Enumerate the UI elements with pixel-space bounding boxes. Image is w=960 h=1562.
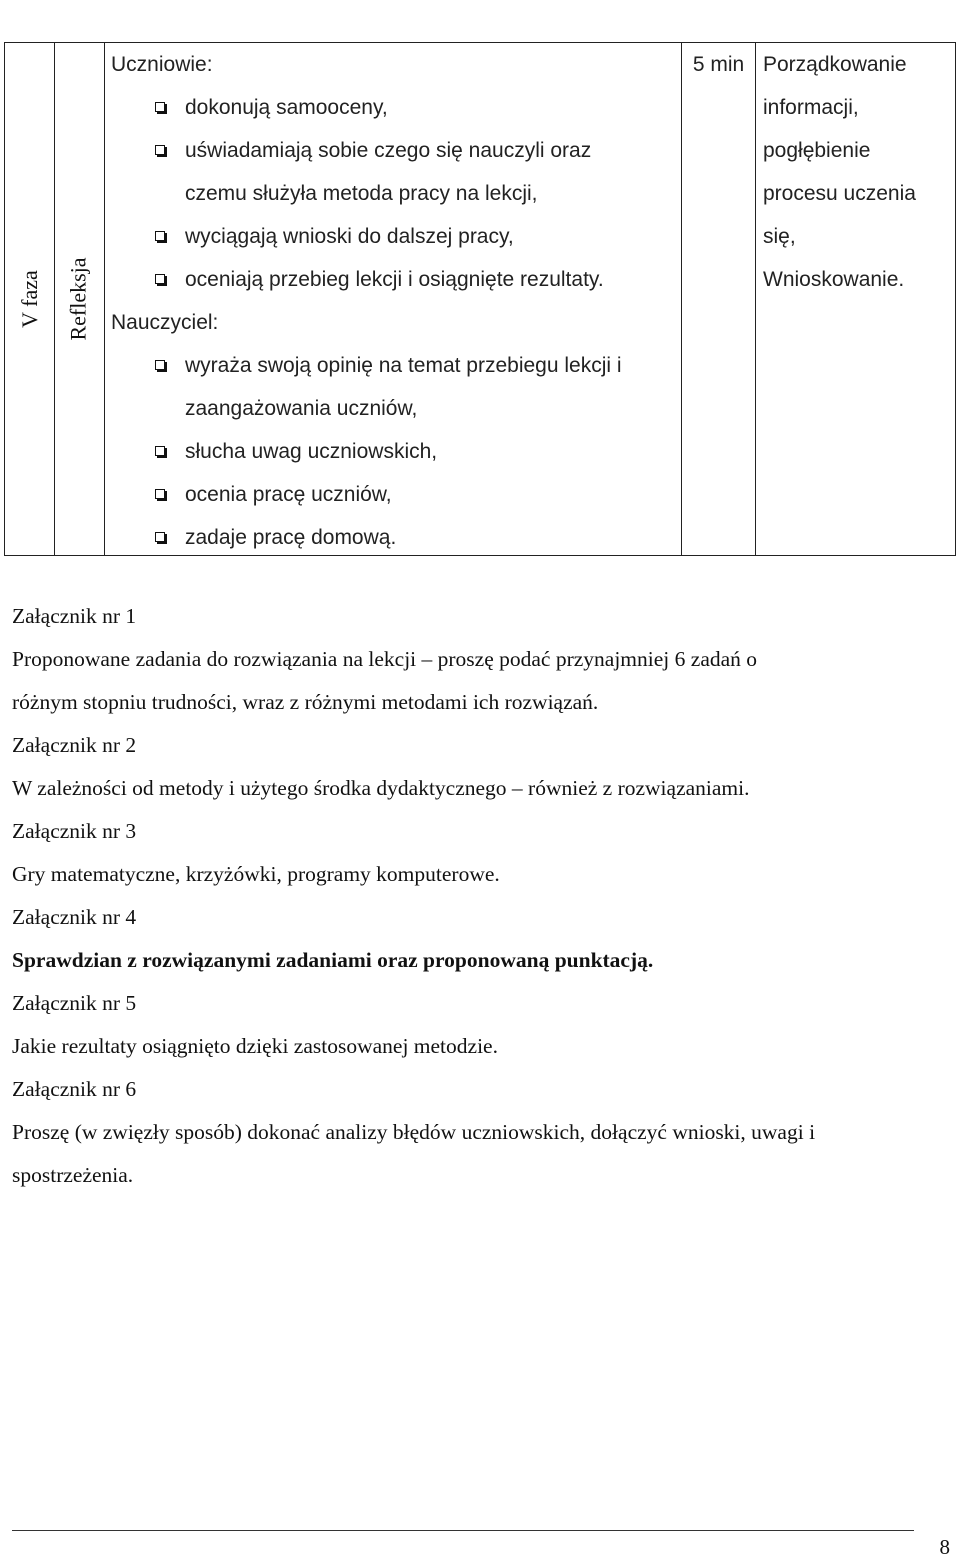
activity-group-heading: Nauczyciel: <box>111 311 219 334</box>
stage-cell <box>54 43 104 555</box>
activity-list-item: wyraża swoją opinię na temat przebiegu lekcji i <box>111 344 681 387</box>
attachment-4-text: Sprawdzian z rozwiązanymi zadaniami oraz proponowaną punktacją. <box>12 948 654 972</box>
attachment-2-text: W zależności od metody i użytego środka dydaktycznego – również z rozwiązaniami. <box>12 776 750 800</box>
lesson-plan-table <box>4 42 956 556</box>
attachment-6-text-cont: spostrzeżenia. <box>12 1163 134 1187</box>
activities-cell <box>111 43 681 559</box>
goal-line: Porządkowanie <box>763 53 907 76</box>
activity-list-item: zadaje pracę domową. <box>111 516 681 559</box>
attachment-3-text: Gry matematyczne, krzyżówki, programy komputerowe. <box>12 862 500 886</box>
activity-list-item: wyciągają wnioski do dalszej pracy, <box>111 215 681 258</box>
activity-list-item: ocenia pracę uczniów, <box>111 473 681 516</box>
activity-list-item: słucha uwag uczniowskich, <box>111 430 681 473</box>
attachment-5-title: Załącznik nr 5 <box>12 991 137 1015</box>
goal-line: Wnioskowanie. <box>763 268 905 291</box>
goal-line: informacji, <box>763 96 859 119</box>
stage-label: Refleksja <box>66 257 91 341</box>
attachment-1-text-cont: różnym stopniu trudności, wraz z różnymi metodami ich rozwiązań. <box>12 690 599 714</box>
attachments-section <box>12 595 942 1197</box>
attachment-1-title: Załącznik nr 1 <box>12 604 137 628</box>
page-number: 8 <box>939 1535 950 1559</box>
activity-list-item: dokonują samooceny, <box>111 86 681 129</box>
attachment-6-title: Załącznik nr 6 <box>12 1077 137 1101</box>
goal-line: się, <box>763 225 796 248</box>
goals-cell <box>763 43 953 301</box>
goal-line: pogłębienie <box>763 139 871 162</box>
goal-line: procesu uczenia <box>763 182 916 205</box>
activity-list-item: zaangażowania uczniów, <box>185 397 418 420</box>
footer-rule <box>12 1530 914 1531</box>
activity-list-item: oceniają przebieg lekcji i osiągnięte rezultaty. <box>111 258 681 301</box>
column-divider <box>104 43 105 555</box>
attachment-2-title: Załącznik nr 2 <box>12 733 137 757</box>
attachment-1-text: Proponowane zadania do rozwiązania na lekcji – proszę podać przynajmniej 6 zadań o <box>12 647 758 671</box>
activity-list-item: czemu służyła metoda pracy na lekcji, <box>185 182 538 205</box>
attachment-5-text: Jakie rezultaty osiągnięto dzięki zastosowanej metodzie. <box>12 1034 498 1058</box>
phase-cell <box>5 43 54 555</box>
attachment-6-text: Proszę (w zwięzły sposób) dokonać analizy błędów uczniowskich, dołączyć wnioski, uwagi i <box>12 1120 816 1144</box>
attachment-3-title: Załącznik nr 3 <box>12 819 137 843</box>
column-divider <box>755 43 756 555</box>
time-cell <box>682 43 755 86</box>
attachment-4-title: Załącznik nr 4 <box>12 905 137 929</box>
time-label: 5 min <box>692 53 745 76</box>
activity-list-item: uświadamiają sobie czego się nauczyli oraz <box>111 129 681 172</box>
activity-group-heading: Uczniowie: <box>111 53 213 76</box>
phase-label: V faza <box>16 270 42 328</box>
column-divider <box>681 43 682 555</box>
